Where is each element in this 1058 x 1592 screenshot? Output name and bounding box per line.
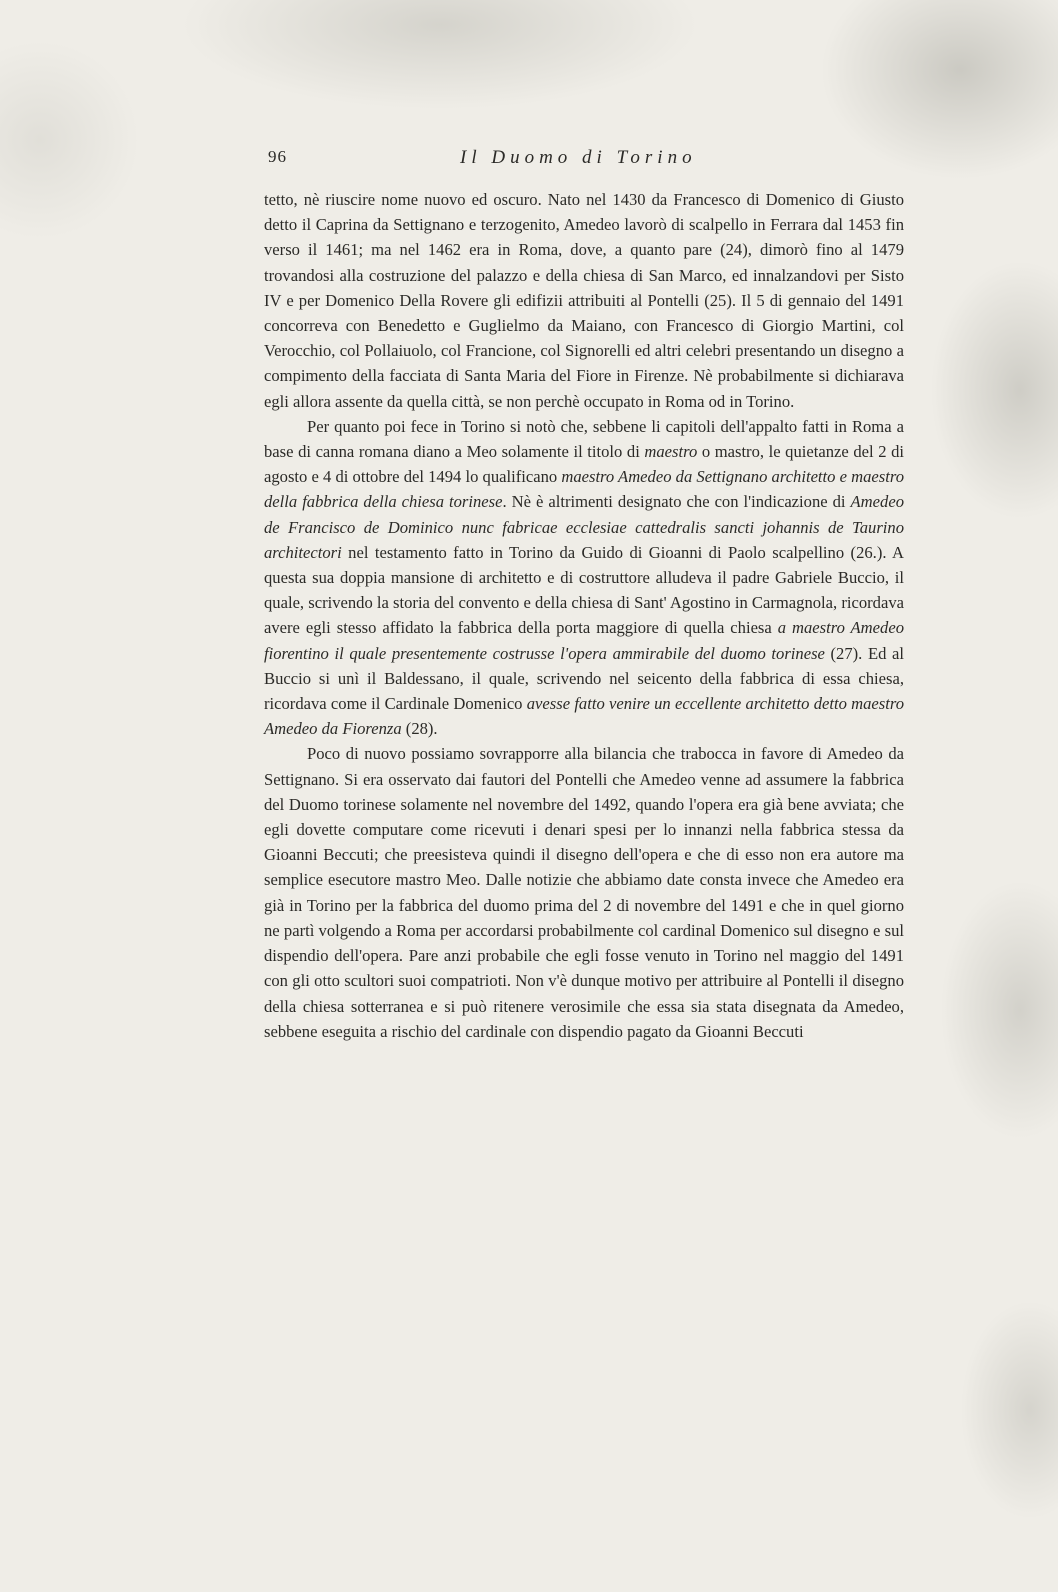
running-title: Il Duomo di Torino <box>460 147 697 168</box>
body-text <box>264 187 904 1044</box>
page-header <box>268 147 908 173</box>
text-run: . Nè è altrimenti designato che con l'indicazione di <box>502 492 851 512</box>
paper-stain <box>940 880 1058 1140</box>
text-run: Poco di nuovo possiamo sovrapporre alla bilancia che trabocca in favore di Amedeo da Settignano. Si era osservato dai fautori del Pontelli che Amedeo venne ad assumere la fabbrica del Duomo torinese solamente nel novembre del 1492, quando l'opera era già bene avviata; che egli dovette computare come ricevuti i denari spesi per lo innanzi nella fabbrica stessa da Gioanni Beccuti; che preesisteva quindi il disegno dell'opera e che di esso non era autore ma semplice esecutore mastro Meo. Dalle notizie che abbiamo date consta invece che Amedeo era già in Torino per la fabbrica del duomo prima del 2 di novembre del 1491 e che in quel giorno ne partì volgendo a Roma per accordarsi probabilmente col cardinal Domenico sul disegno e sul dispendio dell'opera. Pare anzi probabile che egli fosse venuto in Torino nel maggio del 1491 con gli otto scultori suoi compatrioti. Non v'è dunque motivo per attribuire al Pontelli il disegno della chiesa sotterranea e si può ritenere verosimile che essa sia stata disegnata da Amedeo, sebbene eseguita a rischio del cardinale con dispendio pagato da Gioanni Beccuti <box>264 744 904 1041</box>
paper-stain <box>930 260 1058 520</box>
text-run: (27). Ed al Buccio si unì il Baldessano, il quale, scrivendo nel seicento della fabbrica di essa chiesa, ricordava come il Cardinale Domenico <box>264 643 904 714</box>
text-run: tetto, nè riuscire nome nuovo ed oscuro. Nato nel 1430 da Francesco di Domenico di Giusto detto il Caprina da Settignano e terzogenito, Amedeo lavorò di scalpello in Ferrara dal 1453 fin verso il 1461; ma nel 1462 era in Roma, dove, a quanto pare (24), dimorò fino al 1479 trovandosi alla costruzione del palazzo e della chiesa di San Marco, ed innalzandovi per Sisto IV e per Domenico Della Rovere gli edifizii attribuiti al Pontelli (25). Il 5 di gennaio del 1491 concorreva con Benedetto e Guglielmo da Maiano, con Francesco di Giorgio Martini, col Verocchio, col Pollaiuolo, col Francione, col Signorelli ed altri celebri presentando un disegno a compimento della facciata di Santa Maria del Fiore in Firenze. Nè probabilmente si dichiarava egli allora assente da quella città, se non perchè occupato in Roma od in Torino. <box>264 190 904 411</box>
text-run: Per quanto poi fece in Torino si notò che, sebbene li capitoli dell'appalto fatti in Roma a base di canna romana diano a Meo solamente il titolo di <box>264 416 904 462</box>
italic-text-run: Amedeo de Francisco de Dominico nunc fabricae ecclesiae cattedralis sancti johannis de Taurino architectori <box>264 492 904 562</box>
paper-stain <box>0 40 140 240</box>
italic-text-run: a maestro Amedeo fiorentino il quale presentemente costrusse l'opera ammirabile del duomo torinese <box>264 618 904 663</box>
paper-stain <box>180 0 700 110</box>
text-run: nel testamento fatto in Torino da Guido di Gioanni di Paolo scalpellino (26.). A questa sua doppia mansione di architetto e di costruttore alludeva il padre Gabriele Buccio, il quale, scrivendo la storia del convento e della chiesa di Sant' Agostino in Carmagnola, ricordava avere egli stesso affidato la fabbrica della porta maggiore di quella chiesa <box>264 542 904 638</box>
italic-text-run: avesse fatto venire un eccellente architetto detto maestro Amedeo da Fiorenza <box>264 694 905 739</box>
text-run: o mastro, le quietanze del 2 di agosto e 4 di ottobre del 1494 lo qualificano <box>264 442 904 487</box>
page-number: 96 <box>268 147 287 166</box>
italic-text-run: maestro <box>644 442 698 462</box>
paper-stain <box>960 1300 1058 1520</box>
paragraph <box>264 741 904 1043</box>
italic-text-run: maestro Amedeo da Settignano architetto e maestro della fabbrica della chiesa torinese <box>264 467 904 512</box>
text-run: (28). <box>401 719 438 739</box>
paragraph <box>264 187 904 414</box>
paragraph <box>264 414 904 742</box>
